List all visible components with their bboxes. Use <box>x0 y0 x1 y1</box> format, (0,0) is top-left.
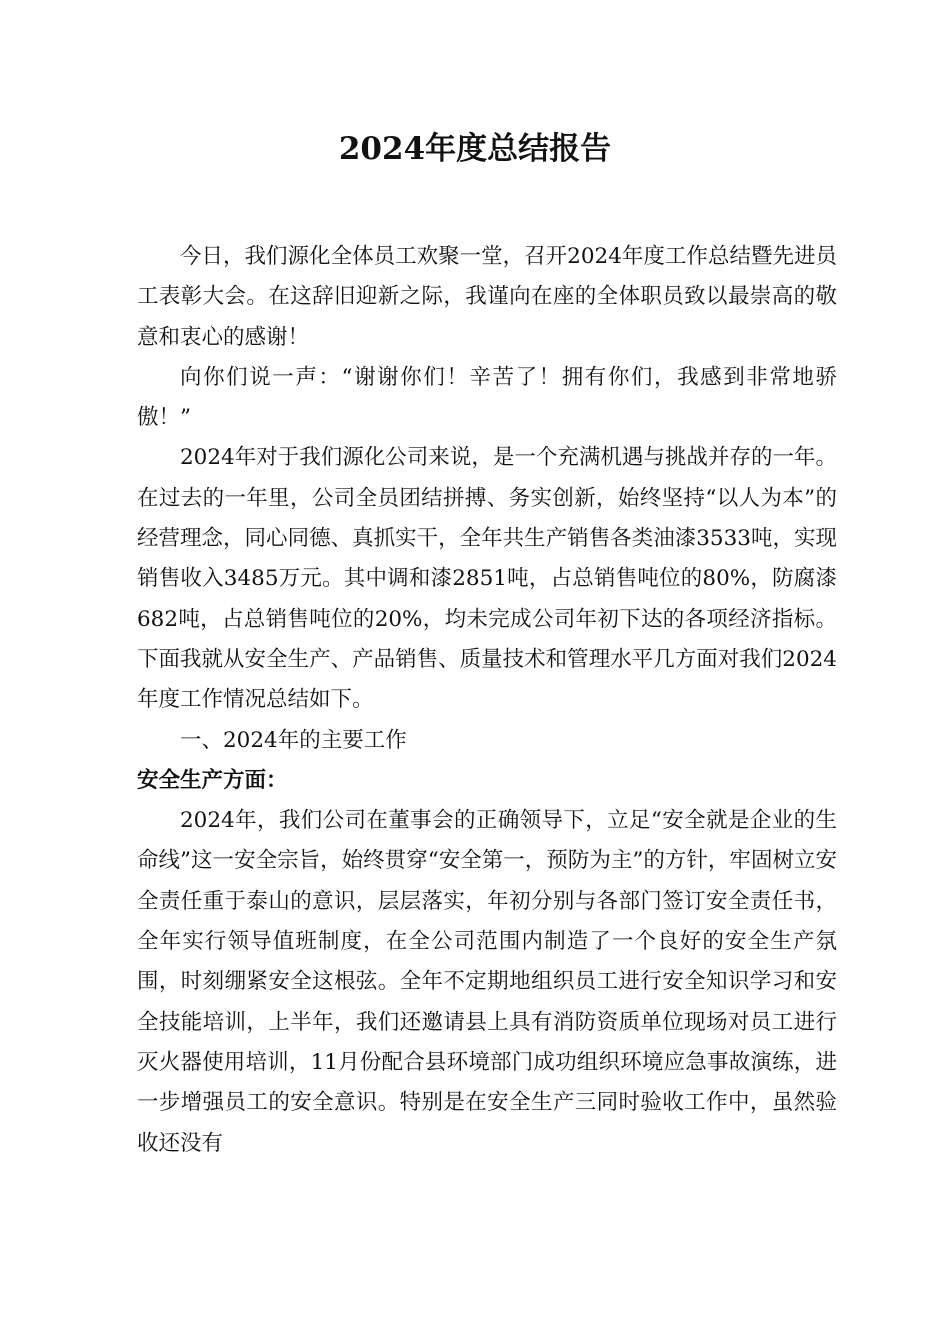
paragraph-greeting: 今日，我们源化全体员工欢聚一堂，召开2024年度工作总结暨先进员工表彰大会。在这辞旧迎新之际，我谨向在座的全体职员致以最崇高的敬意和衷心的感谢！ <box>137 244 837 350</box>
subsection-heading: 安全生产方面： <box>137 767 288 793</box>
document-body <box>137 237 837 1164</box>
section-heading: 一、2024年的主要工作 <box>180 727 407 753</box>
paragraph-overview: 2024年对于我们源化公司来说，是一个充满机遇与挑战并存的一年。在过去的一年里，公司全员团结拼搏、务实创新，始终坚持“以人为本”的经营理念，同心同德、真抓实干，全年共生产销售各类油漆3533吨，实现销售收入3485万元。其中调和漆2851吨，占总销售吨位的80%，防腐漆682吨，占总销售吨位的20%，均未完成公司年初下达的各项经济指标。下面我就从安全生产、产品销售、质量技术和管理水平几方面对我们2024年度工作情况总结如下。 <box>137 445 837 713</box>
paragraph-thanks: 向你们说一声：“谢谢你们！辛苦了！拥有你们，我感到非常地骄傲！” <box>137 364 837 431</box>
paragraph-safety: 2024年，我们公司在董事会的正确领导下，立足“安全就是企业的生命线”这一安全宗旨，始终贯穿“安全第一，预防为主”的方针，牢固树立安全责任重于泰山的意识，层层落实，年初分别与各部门签订安全责任书，全年实行领导值班制度，在全公司范围内制造了一个良好的安全生产氛围，时刻绷紧安全这根弦。全年不定期地组织员工进行安全知识学习和安全技能培训，上半年，我们还邀请县上具有消防资质单位现场对员工进行灭火器使用培训，11月份配合县环境部门成功组织环境应急事故演练，进一步增强员工的安全意识。特别是在安全生产三同时验收工作中，虽然验收还没有 <box>137 808 837 1156</box>
document-title: 2024年度总结报告 <box>338 131 612 167</box>
